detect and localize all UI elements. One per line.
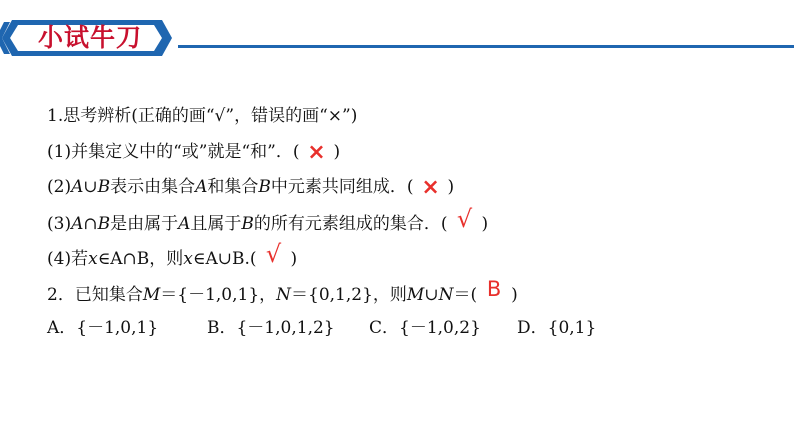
q1-3-B: B (97, 214, 111, 234)
q1-2-t1: 表示由集合 (110, 177, 196, 197)
q1-2-A2: A (195, 177, 208, 197)
question-2 (47, 277, 518, 307)
q1-3-A2: A (178, 214, 191, 234)
q2-M: M (142, 285, 161, 305)
q1-3-inter: ∩ (83, 214, 98, 234)
q1-3-t3: 的所有元素组成的集合．( (253, 214, 448, 234)
question-1-title: 1.思考辨析(正确的画“√”，错误的画“×”) (47, 106, 358, 126)
q1-2-B2: B (258, 177, 271, 197)
q1-2-prefix: (2) (47, 177, 72, 197)
q1-2-t3: 中元素共同组成．( (270, 177, 414, 197)
q1-4-t0: (4)若 (47, 249, 89, 269)
option-b: B．{－1,0,1,2} (207, 318, 335, 338)
option-d: D．{0,1} (517, 318, 597, 338)
q1-1-answer: × (307, 140, 326, 165)
q2-close: ) (511, 285, 518, 305)
q1-2-B: B (97, 177, 111, 197)
question-1-1 (47, 139, 340, 164)
q2-N2: N (438, 285, 454, 305)
q1-3-B2: B (241, 214, 254, 234)
q1-1-text: (1)并集定义中的“或”就是“和”．( (47, 142, 300, 162)
option-a: A．{－1,0,1} (47, 318, 159, 338)
question-2-options (47, 316, 596, 340)
q1-2-A: A (71, 177, 84, 197)
q2-answer: B (486, 277, 502, 301)
section-banner (0, 14, 178, 64)
q2-t1: ＝{－1,0,1}， (160, 285, 277, 305)
header-divider (178, 45, 794, 48)
q1-2-answer: × (421, 175, 440, 200)
q1-4-t1: ∈A∩B，则 (97, 249, 184, 269)
q2-t4: ＝( (453, 285, 478, 305)
q1-4-answer: √ (265, 240, 282, 268)
q1-1-close: ) (333, 142, 341, 162)
q2-N: N (276, 285, 292, 305)
q1-2-close: ) (447, 177, 455, 197)
q2-M2: M (406, 285, 425, 305)
section-title: 小试牛刀 (38, 23, 143, 52)
question-1-3 (47, 205, 489, 236)
q2-t2: ＝{0,1,2}，则 (291, 285, 407, 305)
q1-3-t2: 且属于 (190, 214, 242, 234)
q1-2-t2: 和集合 (207, 177, 259, 197)
question-1-4 (47, 240, 298, 271)
question-1-2 (47, 174, 454, 199)
q1-3-A: A (71, 214, 84, 234)
q2-t3: ∪ (424, 285, 439, 305)
q1-4-close: ) (290, 249, 298, 269)
q1-4-x2: x (183, 249, 193, 269)
q1-4-t2: ∈A∪B.( (192, 249, 257, 269)
q1-3-prefix: (3) (47, 214, 72, 234)
q1-2-union: ∪ (83, 177, 98, 197)
option-c: C．{－1,0,2} (369, 318, 481, 338)
q1-3-t1: 是由属于 (110, 214, 179, 234)
q1-3-close: ) (481, 214, 489, 234)
q2-t0: 2．已知集合 (47, 285, 143, 305)
q1-3-answer: √ (456, 205, 473, 233)
q1-4-x: x (88, 249, 98, 269)
